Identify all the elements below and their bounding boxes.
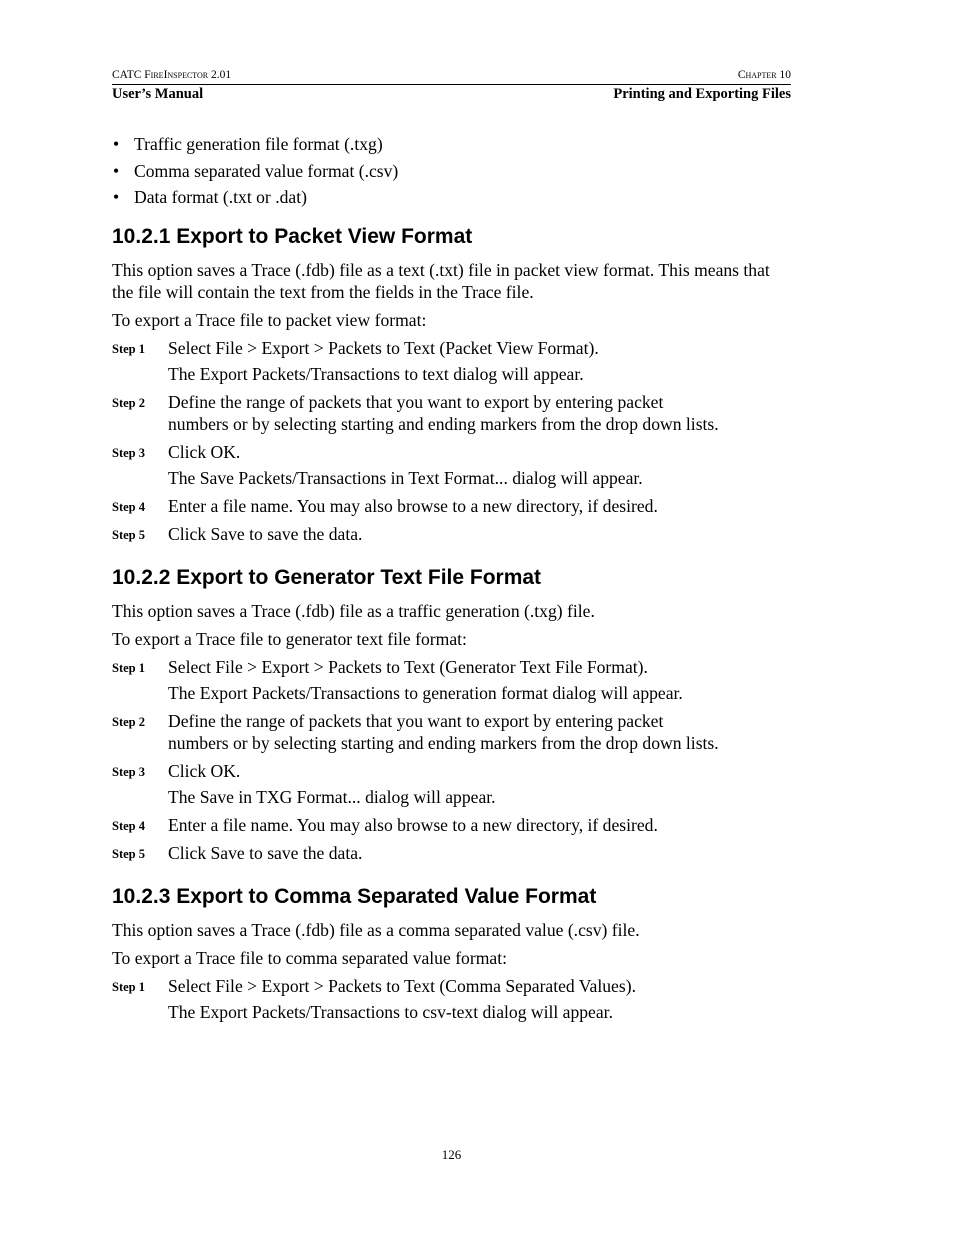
step-item [112, 523, 792, 545]
step-note: The Export Packets/Transactions to generation format dialog will appear. [168, 683, 683, 703]
step-number: Step 2 [112, 396, 145, 410]
bullet-item: • Data format (.txt or .dat) [112, 186, 792, 208]
step-text: Click OK. [168, 442, 241, 462]
step-number: Step 4 [112, 500, 145, 514]
paragraph: This option saves a Trace (.fdb) file as a traffic generation (.txg) file. [112, 601, 595, 621]
step-text: Click Save to save the data. [168, 524, 363, 544]
step-item [112, 391, 792, 435]
header-rule [112, 84, 791, 85]
section-heading: 10.2.1 Export to Packet View Format [112, 225, 473, 248]
paragraph: To export a Trace file to comma separated value format: [112, 948, 507, 968]
step-number: Step 5 [112, 847, 145, 861]
step-item [112, 495, 792, 517]
step-item [112, 814, 792, 836]
manual-title: User’s Manual [112, 86, 204, 102]
step-number: Step 1 [112, 980, 145, 994]
paragraph: This option saves a Trace (.fdb) file as a text (.txt) file in packet view format. This means that the file will contain the text from the fields in the Trace file. [112, 260, 770, 302]
step-item [112, 656, 792, 678]
format-list [112, 133, 792, 208]
step-text: Enter a file name. You may also browse to a new directory, if desired. [168, 496, 658, 516]
step-item [112, 760, 792, 782]
step-number: Step 5 [112, 528, 145, 542]
step-note: The Export Packets/Transactions to csv-text dialog will appear. [168, 1002, 613, 1022]
step-number: Step 3 [112, 765, 145, 779]
paragraph: To export a Trace file to packet view format: [112, 310, 427, 330]
step-note: The Save in TXG Format... dialog will appear. [168, 787, 496, 807]
section-heading: 10.2.2 Export to Generator Text File Format [112, 566, 542, 589]
sections [112, 225, 792, 1023]
product-name: CATC FireInspector 2.01 [112, 69, 232, 81]
section [112, 885, 792, 1023]
step-text: Enter a file name. You may also browse to a new directory, if desired. [168, 815, 658, 835]
bullet-item: • Traffic generation file format (.txg) [112, 133, 792, 155]
step-note: The Save Packets/Transactions in Text Format... dialog will appear. [168, 468, 643, 488]
step-text: Select File > Export > Packets to Text (Packet View Format). [168, 338, 599, 358]
step-list [112, 656, 792, 864]
step-item [112, 842, 792, 864]
step-number: Step 1 [112, 342, 145, 356]
step-number: Step 2 [112, 715, 145, 729]
step-item [112, 710, 792, 754]
section-title: Printing and Exporting Files [613, 86, 791, 102]
step-text: Click OK. [168, 761, 241, 781]
step-text: Select File > Export > Packets to Text (Generator Text File Format). [168, 657, 648, 677]
bullet-item: • Comma separated value format (.csv) [112, 160, 792, 182]
paragraph: This option saves a Trace (.fdb) file as a comma separated value (.csv) file. [112, 920, 640, 940]
step-number: Step 4 [112, 819, 145, 833]
step-text: Click Save to save the data. [168, 843, 363, 863]
page-number: 126 [441, 1147, 462, 1162]
step-note: The Export Packets/Transactions to text dialog will appear. [168, 364, 584, 384]
step-list [112, 337, 792, 545]
paragraph: To export a Trace file to generator text file format: [112, 629, 467, 649]
chapter-label: Chapter 10 [737, 69, 791, 81]
section [112, 225, 792, 545]
step-text: Define the range of packets that you want to export by entering packet numbers or by selecting starting and ending markers from the drop down lists. [168, 392, 719, 434]
step-number: Step 1 [112, 661, 145, 675]
step-text: Select File > Export > Packets to Text (Comma Separated Values). [168, 976, 636, 996]
section-heading: 10.2.3 Export to Comma Separated Value Format [112, 885, 597, 908]
step-text: Define the range of packets that you want to export by entering packet numbers or by selecting starting and ending markers from the drop down lists. [168, 711, 719, 753]
step-item [112, 975, 792, 997]
step-list [112, 975, 792, 1023]
step-number: Step 3 [112, 446, 145, 460]
step-item [112, 441, 792, 463]
page-content [112, 133, 792, 1023]
section [112, 566, 792, 864]
step-item [112, 337, 792, 359]
